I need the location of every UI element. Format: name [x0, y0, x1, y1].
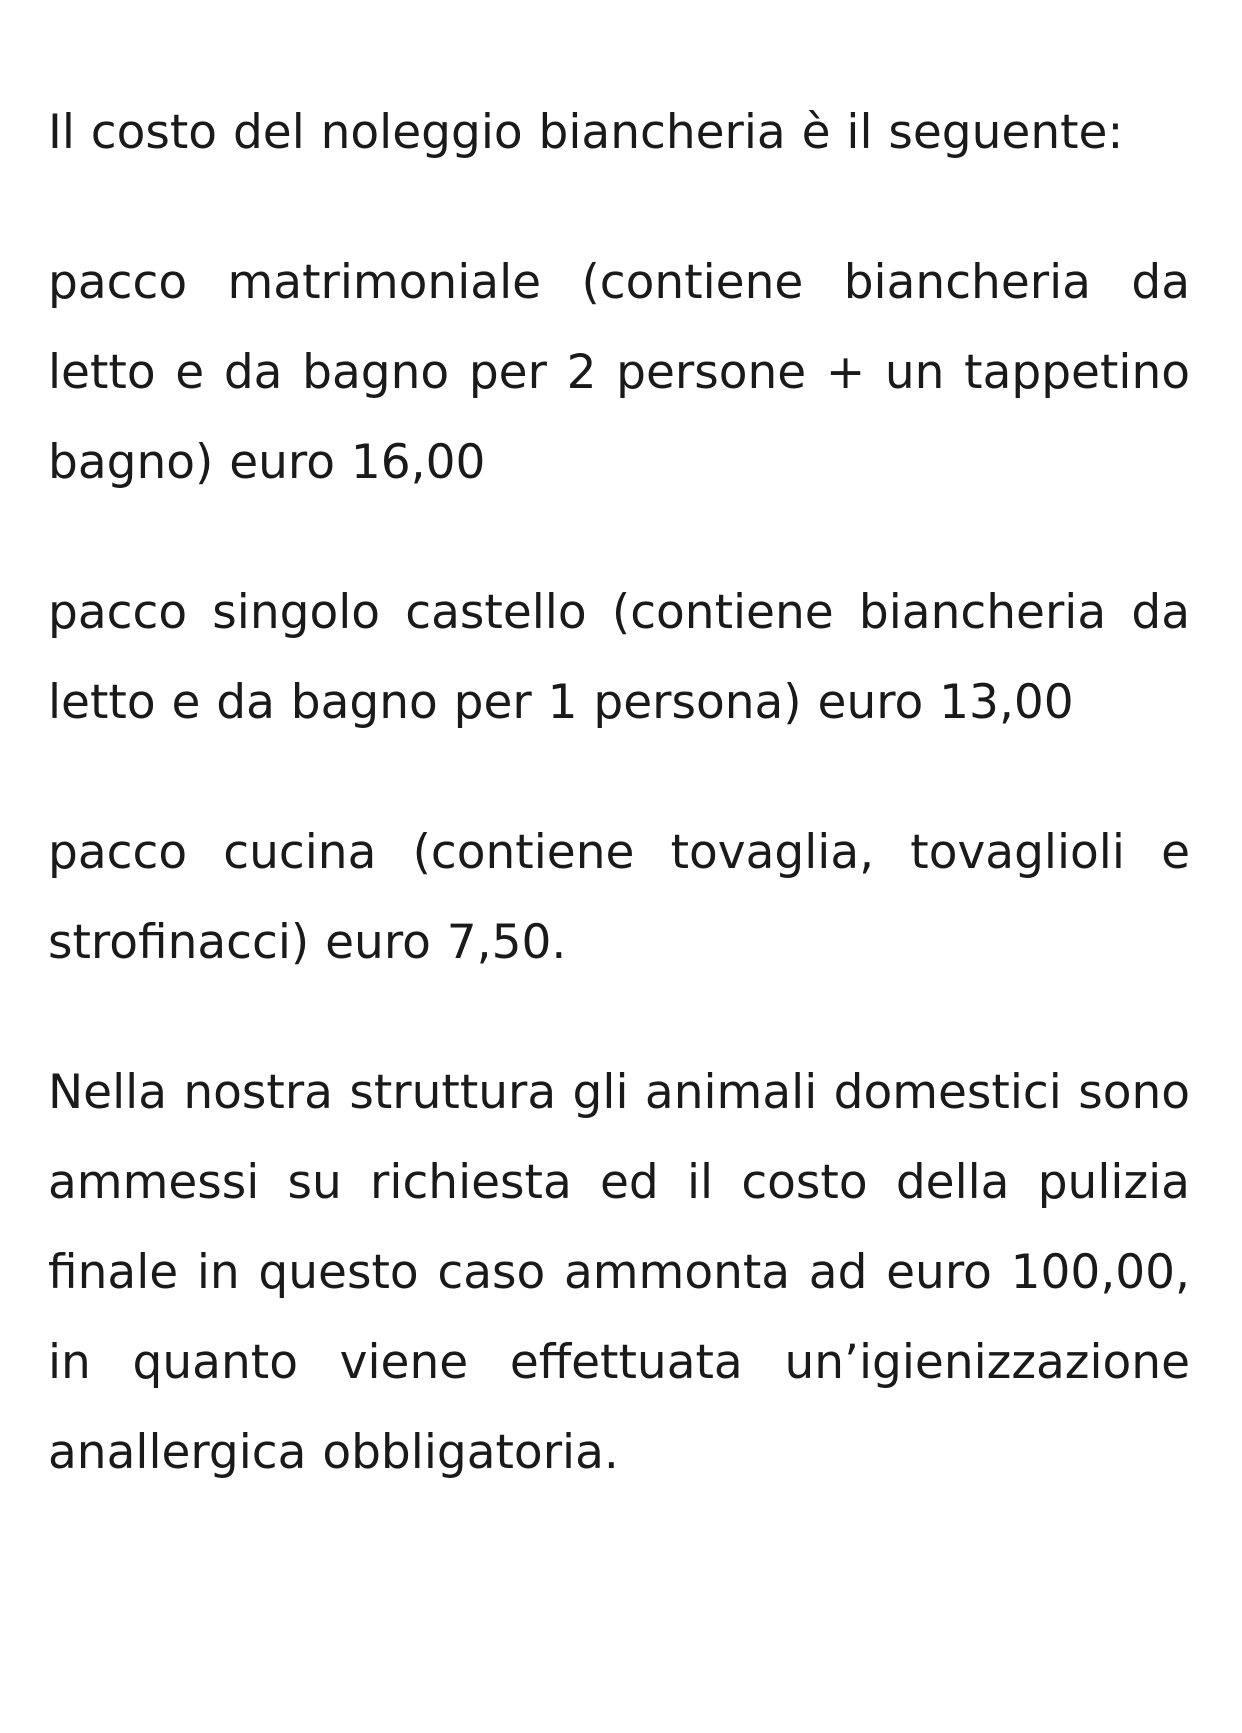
single-bunk-package-price: pacco singolo castello (contiene biancheria da letto e da bagno per 1 persona) euro 13,00 [48, 585, 1190, 730]
linen-cost-intro: Il costo del noleggio biancheria è il seguente: [48, 105, 1124, 160]
pets-cleaning-policy: Nella nostra struttura gli animali domestici sono ammessi su richiesta ed il costo della pulizia finale in questo caso ammonta ad euro 100,00, in quanto viene effettuata un’igienizzazione anallergica obbligatoria. [48, 1065, 1190, 1480]
document-body [48, 88, 1190, 1498]
kitchen-package-price: pacco cucina (contiene tovaglia, tovaglioli e strofinacci) euro 7,50. [48, 825, 1190, 970]
double-package-price: pacco matrimoniale (contiene biancheria da letto e da bagno per 2 persone + un tappetino bagno) euro 16,00 [48, 255, 1190, 490]
